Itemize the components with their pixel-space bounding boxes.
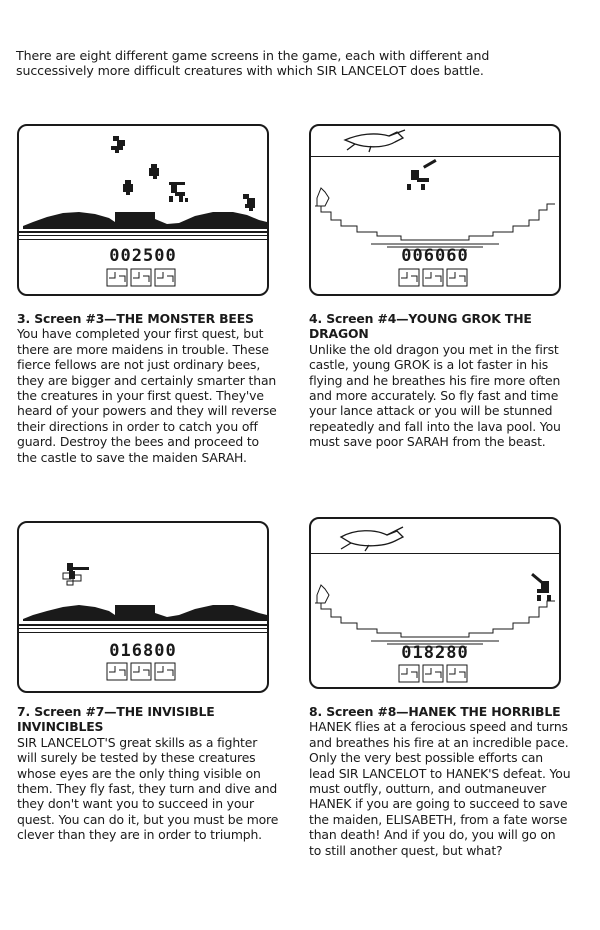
dragon-sprite	[341, 527, 403, 551]
lives-marker	[399, 269, 467, 286]
dragon-sprite	[345, 130, 405, 152]
screen-7-title: 7. Screen #7—THE INVISIBLE INVINCIBLES	[17, 704, 215, 735]
screen-7-description	[17, 704, 279, 843]
knight-sprite	[169, 182, 188, 202]
screen-8-screenshot	[309, 517, 561, 689]
screen-8-title: 8. Screen #8—HANEK THE HORRIBLE	[309, 704, 561, 719]
screen-8-body: HANEK flies at a ferocious speed and turns and breathes his fire at an incredible pace. Only the very best possible efforts can lead SIR LANCELOT to HANEK'S defeat. You must outfly, outturn, and outmaneuver HANEK if you are going to succeed to save the maiden, ELISABETH, from a fate worse than death! And if you do, you will go on to still another quest, but what?	[309, 719, 571, 858]
knight-sprite	[67, 563, 89, 579]
score-display: 016800	[109, 641, 177, 661]
screen-3-body: You have completed your first quest, but there are more maidens in trouble. These fierce fellows are not just ordinary bees, they are bigger and certainly smarter than the creatures in your first quest. They've heard of your powers and they will reverse their directions in order to catch you off guard. Destroy the bees and proceed to the castle to save the maiden SARAH.	[17, 326, 277, 465]
bee-sprite	[111, 136, 125, 153]
ground-hills	[23, 605, 267, 621]
lava-pit	[315, 204, 555, 240]
castle-rock	[317, 188, 329, 206]
castle-rock	[317, 585, 329, 603]
screen-3-screenshot	[17, 124, 269, 296]
screen-4-screenshot	[309, 124, 561, 296]
score-display: 006060	[401, 246, 469, 266]
screen-7-body: SIR LANCELOT'S great skills as a fighter will surely be tested by these creatures whose eyes are the only thing visible on them. They fly fast, they turn and dive and they don't want you to succeed in your quest. You can do it, but you must be more clever than they are in order to triumph.	[17, 734, 279, 843]
screen-4-description	[309, 311, 571, 450]
lava-pit	[315, 601, 555, 637]
screen-4-title: 4. Screen #4—YOUNG GROK THE DRAGON	[309, 311, 532, 342]
screen-3-title: 3. Screen #3—THE MONSTER BEES	[17, 311, 254, 326]
score-display: 002500	[109, 246, 177, 266]
screen-3-graphics	[19, 126, 267, 294]
screen-4-body: Unlike the old dragon you met in the first castle, young GROK is a lot faster in his flying and he breathes his fire more often and more accurately. So fly fast and time your lance attack or you will be stunned repeatedly and fall into the lava pool. You must save poor SARAH from the beast.	[309, 341, 561, 450]
bee-sprite	[149, 164, 159, 179]
bee-sprite	[123, 180, 133, 195]
intro-paragraph: There are eight different game screens in the game, each with different and successively more difficult creatures with which SIR LANCELOT does battle.	[16, 48, 490, 78]
knight-sprite	[531, 573, 551, 601]
screen-7-graphics	[19, 523, 267, 691]
bee-sprite	[243, 194, 255, 211]
lives-marker	[107, 663, 175, 680]
lives-marker	[107, 269, 175, 286]
knight-sprite	[407, 159, 437, 190]
screen-7-screenshot	[17, 521, 269, 693]
score-display: 018280	[401, 643, 469, 663]
lives-marker	[399, 665, 467, 682]
screen-8-description	[309, 704, 571, 858]
screen-3-description	[17, 311, 279, 465]
screen-4-graphics	[311, 126, 559, 294]
ground-hills	[23, 212, 267, 229]
